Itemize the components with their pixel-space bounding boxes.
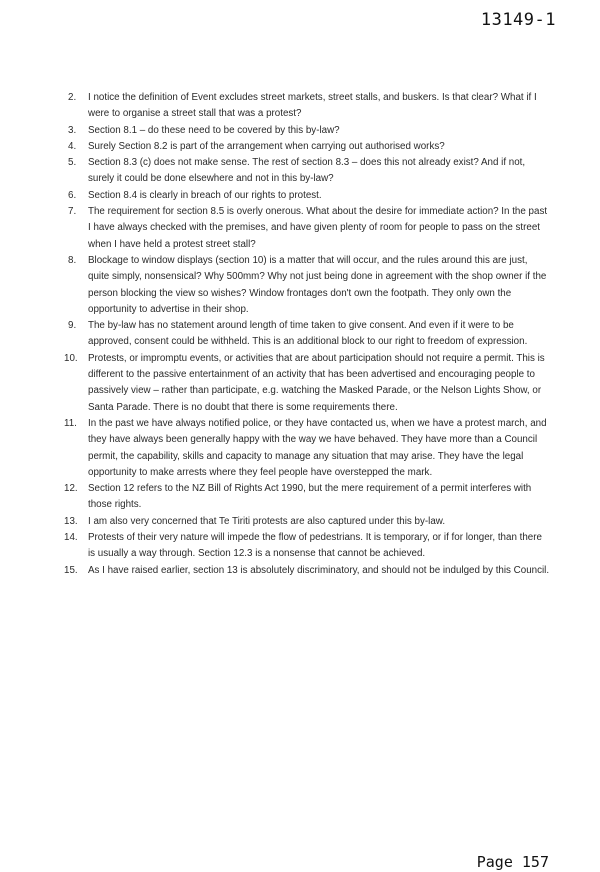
item-number: 14. [64, 532, 78, 544]
item-text: In the past we have always notified police, or they have contacted us, when we have a protest march, and they have always been generally happy with the way we have behaved. They have more than a Council permit, the capability, skills and capacity to manage any situation that may arise. They have the legal opportunity to make arrests where they feel people have overstepped the mark. [88, 417, 547, 478]
item-number: 12. [64, 483, 78, 495]
item-number: 6. [68, 189, 77, 201]
item-text: As I have raised earlier, section 13 is absolutely discriminatory, and should not be indulged by this Council. [88, 564, 550, 576]
item-text: The by-law has no statement around length of time taken to give consent. And even if it were to be approved, consent could be withheld. This is an additional block to our right to freedom of expression. [88, 320, 528, 348]
item-text: I am also very concerned that Te Tiriti protests are also captured under this by-law. [88, 515, 446, 527]
list-item [0, 253, 550, 318]
list-item [0, 318, 550, 351]
page-number: Page 157 [476, 853, 549, 871]
list-item [0, 155, 550, 188]
item-number: 3. [68, 124, 77, 136]
item-number: 2. [68, 92, 77, 103]
list-item [0, 481, 550, 514]
item-number: 10. [64, 352, 78, 364]
item-text: Section 8.3 (c) does not make sense. The rest of section 8.3 – does this not already exist? And if not, surely it could be done elsewhere and not in this by-law? [88, 157, 526, 185]
list-item [0, 204, 550, 253]
item-number: 4. [68, 140, 77, 152]
item-text: Section 8.1 – do these need to be covered by this by-law? [88, 124, 340, 136]
item-text: Protests, or impromptu events, or activities that are about participation should not require a permit. This is different to the passive entertainment of an activity that has been advertised and encouraging people to passively view – rather than participate, e.g. watching the Masked Parade, or the Nelson Lights Show, or Santa Parade. There is no doubt that there is some requirements there. [88, 352, 545, 413]
item-text: I notice the definition of Event excludes street markets, street stalls, and buskers. Is that clear? What if I were to organise a street stall that was a protest? [88, 92, 537, 120]
item-text: Section 12 refers to the NZ Bill of Rights Act 1990, but the mere requirement of a permit interferes with those rights. [88, 483, 532, 511]
list-item [0, 90, 550, 123]
list-item [0, 188, 550, 204]
item-text: Section 8.4 is clearly in breach of our rights to protest. [88, 189, 322, 201]
item-text: Blockage to window displays (section 10) is a matter that will occur, and the rules around this are just, quite simply, nonsensical? Why 500mm? Why not just being done in agreement with the shop owner if the person blocking the view so wishes? Window frontages don't own the footpath. They only own the opportunity to advertise in their shop. [88, 254, 547, 315]
list-item [0, 123, 550, 139]
item-text: The requirement for section 8.5 is overly onerous. What about the desire for immediate action? In the past I have always checked with the premises, and have given plenty of room for people to pass on the street when I have held a protest street stall? [88, 206, 548, 250]
item-number: 5. [68, 157, 77, 169]
item-number: 9. [68, 320, 77, 332]
item-text: Surely Section 8.2 is part of the arrangement when carrying out authorised works? [88, 140, 445, 152]
item-number: 7. [68, 206, 77, 218]
submission-points-list [0, 90, 600, 579]
document-id: 13149-1 [480, 10, 556, 30]
item-number: 8. [68, 254, 77, 266]
list-item [0, 139, 550, 155]
item-text: Protests of their very nature will impede the flow of pedestrians. It is temporary, or if for longer, than there is usually a way through. Section 12.3 is a nonsense that cannot be achieved. [88, 532, 542, 560]
list-item [0, 416, 550, 481]
list-item [0, 530, 550, 563]
item-number: 15. [64, 564, 78, 576]
list-item [0, 351, 550, 416]
item-number: 11. [64, 417, 77, 429]
list-item [0, 563, 550, 579]
item-number: 13. [64, 515, 78, 527]
list-item [0, 514, 550, 530]
